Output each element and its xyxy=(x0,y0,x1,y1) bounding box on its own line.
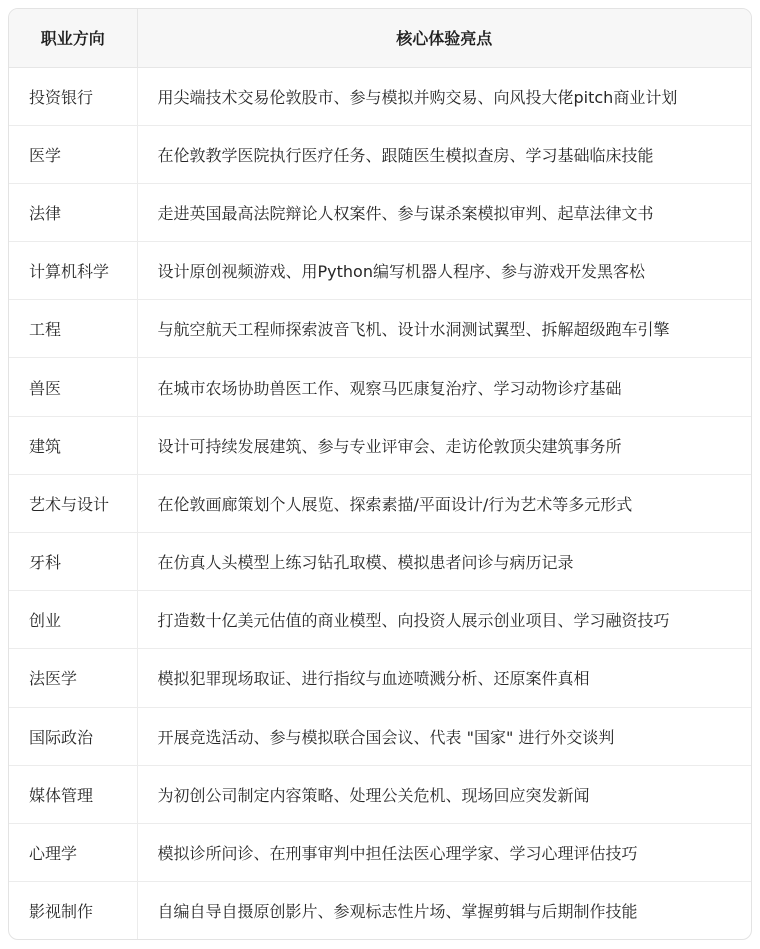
career-table xyxy=(9,9,751,940)
table-row xyxy=(9,300,751,358)
table-row xyxy=(9,823,751,881)
career-direction-cell: 影视制作 xyxy=(9,882,137,940)
table-row xyxy=(9,183,751,241)
career-direction-cell: 牙科 xyxy=(9,533,137,591)
career-direction-cell: 兽医 xyxy=(9,358,137,416)
table-row xyxy=(9,765,751,823)
table-row xyxy=(9,474,751,532)
career-direction-cell: 计算机科学 xyxy=(9,242,137,300)
career-direction-cell: 媒体管理 xyxy=(9,765,137,823)
table-row xyxy=(9,591,751,649)
highlight-cell: 模拟犯罪现场取证、进行指纹与血迹喷溅分析、还原案件真相 xyxy=(137,649,751,707)
career-table-container xyxy=(8,8,752,940)
highlight-cell: 在伦敦教学医院执行医疗任务、跟随医生模拟查房、学习基础临床技能 xyxy=(137,125,751,183)
highlight-cell: 模拟诊所问诊、在刑事审判中担任法医心理学家、学习心理评估技巧 xyxy=(137,823,751,881)
career-direction-cell: 法律 xyxy=(9,183,137,241)
career-direction-cell: 艺术与设计 xyxy=(9,474,137,532)
career-direction-cell: 创业 xyxy=(9,591,137,649)
highlight-cell: 用尖端技术交易伦敦股市、参与模拟并购交易、向风投大佬pitch商业计划 xyxy=(137,67,751,125)
table-row xyxy=(9,358,751,416)
highlight-cell: 在伦敦画廊策划个人展览、探索素描/平面设计/行为艺术等多元形式 xyxy=(137,474,751,532)
career-direction-cell: 国际政治 xyxy=(9,707,137,765)
highlight-cell: 设计原创视频游戏、用Python编写机器人程序、参与游戏开发黑客松 xyxy=(137,242,751,300)
header-highlight: 核心体验亮点 xyxy=(137,9,751,67)
highlight-cell: 与航空航天工程师探索波音飞机、设计水洞测试翼型、拆解超级跑车引擎 xyxy=(137,300,751,358)
highlight-cell: 自编自导自摄原创影片、参观标志性片场、掌握剪辑与后期制作技能 xyxy=(157,902,638,922)
table-row xyxy=(9,125,751,183)
career-direction-cell: 建筑 xyxy=(9,416,137,474)
career-direction-cell: 心理学 xyxy=(9,823,137,881)
career-direction-cell: 法医学 xyxy=(9,649,137,707)
table-row xyxy=(9,882,751,940)
highlight-cell: 设计可持续发展建筑、参与专业评审会、走访伦敦顶尖建筑事务所 xyxy=(137,416,751,474)
header-direction: 职业方向 xyxy=(9,9,137,67)
highlight-cell: 在仿真人头模型上练习钻孔取模、模拟患者问诊与病历记录 xyxy=(137,533,751,591)
table-row xyxy=(9,67,751,125)
highlight-cell: 开展竞选活动、参与模拟联合国会议、代表 "国家" 进行外交谈判 xyxy=(137,707,751,765)
highlight-cell: 为初创公司制定内容策略、处理公关危机、现场回应突发新闻 xyxy=(137,765,751,823)
career-direction-cell: 工程 xyxy=(9,300,137,358)
header-row xyxy=(9,9,751,67)
table-row xyxy=(9,649,751,707)
career-direction-cell: 医学 xyxy=(9,125,137,183)
career-direction-cell: 投资银行 xyxy=(9,67,137,125)
table-row xyxy=(9,242,751,300)
table-row xyxy=(9,533,751,591)
table-header xyxy=(9,9,751,67)
table-body xyxy=(9,67,751,940)
table-row xyxy=(9,416,751,474)
highlight-cell: 走进英国最高法院辩论人权案件、参与谋杀案模拟审判、起草法律文书 xyxy=(137,183,751,241)
table-row xyxy=(9,707,751,765)
highlight-cell: 打造数十亿美元估值的商业模型、向投资人展示创业项目、学习融资技巧 xyxy=(137,591,751,649)
highlight-cell: 在城市农场协助兽医工作、观察马匹康复治疗、学习动物诊疗基础 xyxy=(137,358,751,416)
